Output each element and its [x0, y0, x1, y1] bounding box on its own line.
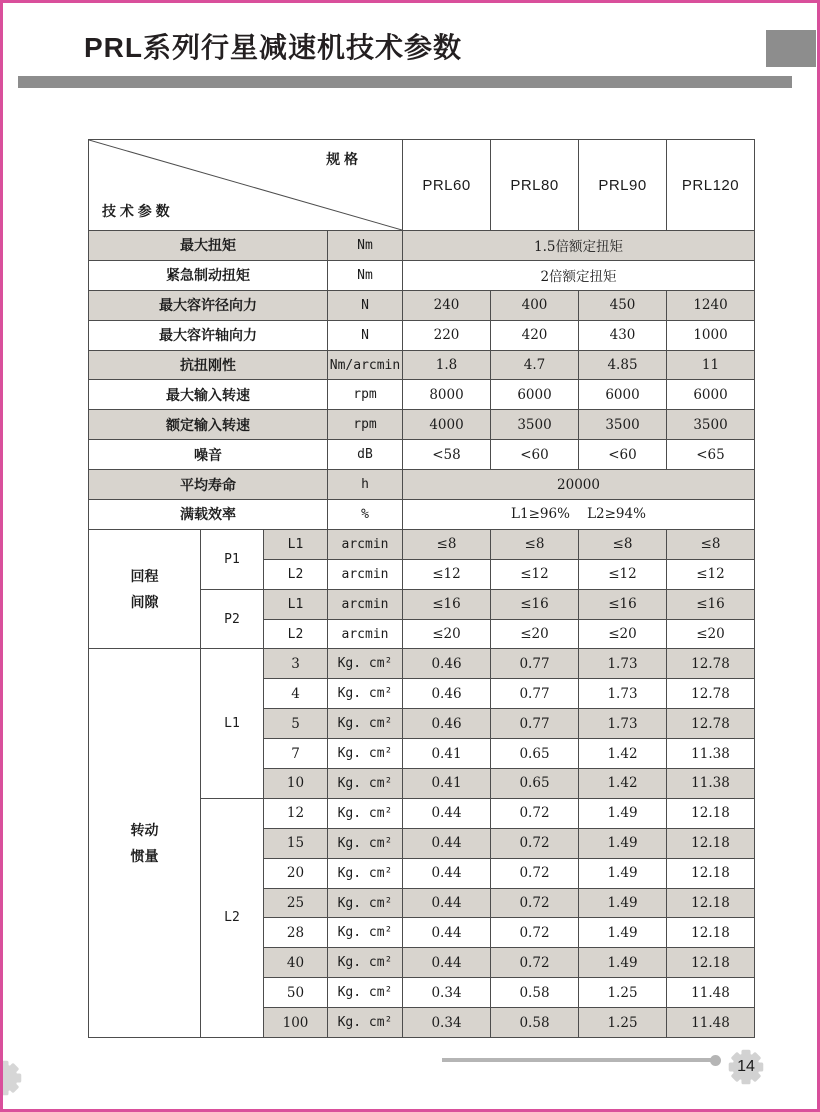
- value-cell: ≤16: [403, 589, 491, 619]
- value-span-cell: 1.5倍额定扭矩: [403, 231, 755, 261]
- unit-cell: Kg. cm²: [328, 798, 403, 828]
- value-cell: ≤20: [491, 619, 579, 649]
- ratio-cell: 25: [264, 888, 328, 918]
- value-cell: 4000: [403, 410, 491, 440]
- value-cell: 1.42: [579, 769, 667, 799]
- value-cell: 12.18: [667, 918, 755, 948]
- value-cell: ≤16: [667, 589, 755, 619]
- title-underline-rule: [18, 76, 792, 88]
- unit-cell: N: [328, 290, 403, 320]
- value-cell: ≤12: [579, 559, 667, 589]
- value-cell: 0.72: [491, 828, 579, 858]
- param-name-cell: 紧急制动扭矩: [89, 260, 328, 290]
- value-cell: 0.58: [491, 1008, 579, 1038]
- value-cell: ≤12: [667, 559, 755, 589]
- value-cell: 12.78: [667, 709, 755, 739]
- value-cell: <60: [579, 440, 667, 470]
- value-cell: 12.18: [667, 888, 755, 918]
- value-cell: 0.72: [491, 888, 579, 918]
- ratio-cell: 7: [264, 739, 328, 769]
- stage-cell: L1: [201, 649, 264, 798]
- class-cell: P1: [201, 529, 264, 589]
- table-row: [89, 380, 755, 410]
- value-cell: 0.41: [403, 769, 491, 799]
- value-cell: 0.44: [403, 798, 491, 828]
- value-cell: 11.38: [667, 739, 755, 769]
- value-cell: ≤8: [491, 529, 579, 559]
- value-cell: 11.38: [667, 769, 755, 799]
- col-header-prl80: PRL80: [491, 140, 579, 231]
- value-cell: 12.18: [667, 948, 755, 978]
- group-cell: [89, 649, 201, 1038]
- page-number: 14: [737, 1058, 755, 1075]
- value-cell: 6000: [579, 380, 667, 410]
- value-cell: 3500: [579, 410, 667, 440]
- table-row: [89, 500, 755, 530]
- unit-cell: Kg. cm²: [328, 679, 403, 709]
- ratio-cell: 12: [264, 798, 328, 828]
- param-name-cell: 最大容许径向力: [89, 290, 328, 320]
- value-cell: 0.72: [491, 858, 579, 888]
- ratio-cell: 100: [264, 1008, 328, 1038]
- value-cell: 3500: [667, 410, 755, 440]
- value-cell: 0.72: [491, 948, 579, 978]
- value-cell: 0.44: [403, 918, 491, 948]
- corner-cell: [89, 140, 403, 231]
- value-cell: 1.49: [579, 828, 667, 858]
- col-header-prl60: PRL60: [403, 140, 491, 231]
- value-cell: 6000: [667, 380, 755, 410]
- unit-cell: %: [328, 500, 403, 530]
- value-cell: 4.7: [491, 350, 579, 380]
- spec-table-body: [89, 231, 755, 1038]
- param-name-cell: 平均寿命: [89, 470, 328, 500]
- param-name-cell: 额定输入转速: [89, 410, 328, 440]
- unit-cell: Kg. cm²: [328, 769, 403, 799]
- param-name-cell: 最大容许轴向力: [89, 320, 328, 350]
- value-cell: 8000: [403, 380, 491, 410]
- value-cell: 1.49: [579, 918, 667, 948]
- ratio-cell: 40: [264, 948, 328, 978]
- unit-cell: dB: [328, 440, 403, 470]
- header-corner-square: [766, 30, 816, 67]
- unit-cell: Kg. cm²: [328, 858, 403, 888]
- value-cell: 12.78: [667, 649, 755, 679]
- value-span-cell: L1≥96% L2≥94%: [403, 500, 755, 530]
- value-cell: 0.44: [403, 858, 491, 888]
- stage-cell: L1: [264, 589, 328, 619]
- param-name-cell: 最大输入转速: [89, 380, 328, 410]
- value-cell: 0.34: [403, 978, 491, 1008]
- value-cell: ≤20: [579, 619, 667, 649]
- stage-cell: L2: [264, 619, 328, 649]
- value-cell: ≤16: [491, 589, 579, 619]
- unit-cell: Kg. cm²: [328, 828, 403, 858]
- unit-cell: rpm: [328, 380, 403, 410]
- spec-table-head: [89, 140, 755, 231]
- unit-cell: arcmin: [328, 619, 403, 649]
- class-cell: P2: [201, 589, 264, 649]
- ratio-cell: 20: [264, 858, 328, 888]
- value-cell: 420: [491, 320, 579, 350]
- value-cell: 0.58: [491, 978, 579, 1008]
- value-cell: 1.49: [579, 888, 667, 918]
- value-cell: 450: [579, 290, 667, 320]
- unit-cell: Kg. cm²: [328, 739, 403, 769]
- unit-cell: N: [328, 320, 403, 350]
- footer-rule-dot: [710, 1055, 721, 1066]
- table-row: [89, 470, 755, 500]
- value-cell: ≤20: [667, 619, 755, 649]
- table-row: [89, 231, 755, 261]
- unit-cell: arcmin: [328, 589, 403, 619]
- param-name-cell: 最大扭矩: [89, 231, 328, 261]
- value-cell: 430: [579, 320, 667, 350]
- corner-gear-icon: [0, 1058, 24, 1098]
- group-label-line: 回程: [130, 567, 159, 584]
- table-row: [89, 260, 755, 290]
- value-cell: 3500: [491, 410, 579, 440]
- spec-table: [88, 139, 755, 1038]
- unit-cell: Kg. cm²: [328, 948, 403, 978]
- value-cell: ≤8: [667, 529, 755, 559]
- value-cell: 1.42: [579, 739, 667, 769]
- ratio-cell: 15: [264, 828, 328, 858]
- table-row: [89, 649, 755, 679]
- ratio-cell: 50: [264, 978, 328, 1008]
- corner-label-spec: 规 格: [326, 151, 358, 167]
- table-row: [89, 350, 755, 380]
- value-cell: 0.46: [403, 679, 491, 709]
- table-row: [89, 320, 755, 350]
- unit-cell: Kg. cm²: [328, 1008, 403, 1038]
- page-number-badge: [726, 1047, 766, 1087]
- group-label-line: 间隙: [130, 594, 159, 611]
- value-cell: 0.72: [491, 918, 579, 948]
- page-title: PRL系列行星减速机技术参数: [84, 32, 463, 63]
- group-cell: [89, 529, 201, 649]
- value-cell: 4.85: [579, 350, 667, 380]
- value-cell: ≤20: [403, 619, 491, 649]
- value-cell: 12.18: [667, 858, 755, 888]
- header-row: [89, 140, 755, 231]
- value-cell: 11.48: [667, 1008, 755, 1038]
- table-row: [89, 290, 755, 320]
- param-name-cell: 满载效率: [89, 500, 328, 530]
- value-cell: 0.44: [403, 948, 491, 978]
- value-span-cell: 2倍额定扭矩: [403, 260, 755, 290]
- param-name-cell: 噪音: [89, 440, 328, 470]
- value-cell: 1.8: [403, 350, 491, 380]
- table-row: [89, 440, 755, 470]
- value-cell: 11.48: [667, 978, 755, 1008]
- value-cell: 1.73: [579, 709, 667, 739]
- table-row: [89, 410, 755, 440]
- unit-cell: Nm/arcmin: [328, 350, 403, 380]
- value-cell: ≤12: [491, 559, 579, 589]
- value-cell: ≤8: [403, 529, 491, 559]
- unit-cell: arcmin: [328, 559, 403, 589]
- unit-cell: Nm: [328, 231, 403, 261]
- unit-cell: h: [328, 470, 403, 500]
- value-cell: 240: [403, 290, 491, 320]
- unit-cell: Kg. cm²: [328, 978, 403, 1008]
- value-cell: 1.25: [579, 978, 667, 1008]
- value-cell: 0.46: [403, 709, 491, 739]
- unit-cell: rpm: [328, 410, 403, 440]
- stage-cell: L1: [264, 529, 328, 559]
- value-cell: 12.18: [667, 798, 755, 828]
- footer-rule: [442, 1058, 716, 1062]
- value-cell: 1000: [667, 320, 755, 350]
- col-header-prl120: PRL120: [667, 140, 755, 231]
- unit-cell: Kg. cm²: [328, 918, 403, 948]
- value-cell: 0.72: [491, 798, 579, 828]
- value-cell: 1.49: [579, 948, 667, 978]
- value-cell: 0.65: [491, 739, 579, 769]
- value-cell: <65: [667, 440, 755, 470]
- value-cell: 1240: [667, 290, 755, 320]
- value-cell: 1.25: [579, 1008, 667, 1038]
- value-cell: 0.34: [403, 1008, 491, 1038]
- value-cell: <60: [491, 440, 579, 470]
- value-cell: ≤8: [579, 529, 667, 559]
- value-cell: 1.49: [579, 858, 667, 888]
- value-cell: 1.49: [579, 798, 667, 828]
- value-cell: 0.41: [403, 739, 491, 769]
- value-cell: 0.77: [491, 709, 579, 739]
- value-span-cell: 20000: [403, 470, 755, 500]
- value-cell: 1.73: [579, 649, 667, 679]
- col-header-prl90: PRL90: [579, 140, 667, 231]
- value-cell: ≤16: [579, 589, 667, 619]
- corner-label-param: 技 术 参 数: [102, 203, 170, 219]
- value-cell: 0.77: [491, 649, 579, 679]
- group-label-line: 惯量: [130, 848, 159, 865]
- value-cell: 0.77: [491, 679, 579, 709]
- ratio-cell: 3: [264, 649, 328, 679]
- value-cell: 0.44: [403, 888, 491, 918]
- unit-cell: arcmin: [328, 529, 403, 559]
- value-cell: 11: [667, 350, 755, 380]
- value-cell: 0.46: [403, 649, 491, 679]
- ratio-cell: 28: [264, 918, 328, 948]
- value-cell: 12.18: [667, 828, 755, 858]
- value-cell: 220: [403, 320, 491, 350]
- unit-cell: Kg. cm²: [328, 709, 403, 739]
- stage-cell: L2: [201, 798, 264, 1037]
- value-cell: 12.78: [667, 679, 755, 709]
- value-cell: 400: [491, 290, 579, 320]
- value-cell: 0.65: [491, 769, 579, 799]
- value-cell: 1.73: [579, 679, 667, 709]
- stage-cell: L2: [264, 559, 328, 589]
- table-row: [89, 529, 755, 559]
- ratio-cell: 10: [264, 769, 328, 799]
- value-cell: 6000: [491, 380, 579, 410]
- value-cell: ≤12: [403, 559, 491, 589]
- unit-cell: Kg. cm²: [328, 888, 403, 918]
- value-cell: <58: [403, 440, 491, 470]
- ratio-cell: 4: [264, 679, 328, 709]
- unit-cell: Nm: [328, 260, 403, 290]
- param-name-cell: 抗扭刚性: [89, 350, 328, 380]
- group-label-line: 转动: [130, 821, 159, 838]
- ratio-cell: 5: [264, 709, 328, 739]
- unit-cell: Kg. cm²: [328, 649, 403, 679]
- value-cell: 0.44: [403, 828, 491, 858]
